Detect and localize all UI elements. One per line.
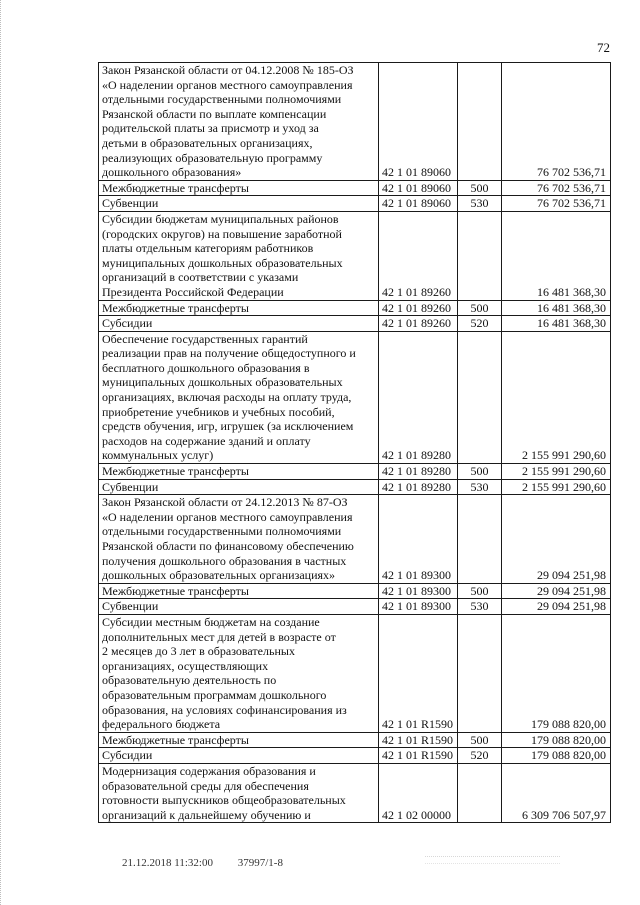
row-amount: 16 481 368,30 bbox=[502, 316, 611, 332]
row-expense-type bbox=[458, 495, 502, 584]
row-expense-type bbox=[458, 763, 502, 822]
row-expense-type bbox=[458, 331, 502, 463]
faint-footer-mark bbox=[425, 856, 560, 864]
row-expense-type bbox=[458, 614, 502, 732]
footer-timestamp: 21.12.2018 11:32:00 bbox=[122, 857, 213, 869]
row-expense-type: 520 bbox=[458, 316, 502, 332]
page-number: 72 bbox=[597, 40, 610, 55]
footer bbox=[122, 857, 305, 869]
row-expense-type: 500 bbox=[458, 732, 502, 748]
row-code: 42 1 01 89060 bbox=[379, 196, 458, 212]
row-code: 42 1 01 89300 bbox=[379, 495, 458, 584]
table-row bbox=[99, 316, 611, 332]
row-amount: 16 481 368,30 bbox=[502, 300, 611, 316]
row-name: Закон Рязанской области от 04.12.2008 № 185-ОЗ «О наделении органов местного самоуправления отдельными государственными полномочиями Рязанской области по выплате компенсации родительской платы за присмотр и уход за детьми в образовательных организациях, реализующих образовательную программу дошкольного образования» bbox=[99, 63, 379, 181]
table-row bbox=[99, 300, 611, 316]
table-row bbox=[99, 732, 611, 748]
budget-table-body bbox=[99, 63, 611, 823]
row-name: Межбюджетные трансферты bbox=[99, 464, 379, 480]
table-row bbox=[99, 748, 611, 764]
row-amount: 76 702 536,71 bbox=[502, 63, 611, 181]
budget-table bbox=[98, 62, 611, 823]
row-name: Субсидии бюджетам муниципальных районов (городских округов) на повышение заработной платы отдельным категориям работников муниципальных дошкольных образовательных организаций в соответствии с указами Президента Российской Федерации bbox=[99, 211, 379, 300]
row-code: 42 1 02 00000 bbox=[379, 763, 458, 822]
row-name: Обеспечение государственных гарантий реализации прав на получение общедоступного и бесплатного дошкольного образования в муниципальных дошкольных образовательных организациях, включая расходы на оплату труда, приобретение учебников и учебных пособий, средств обучения, игр, игрушек (за исключением расходов на содержание зданий и оплату коммунальных услуг) bbox=[99, 331, 379, 463]
row-code: 42 1 01 R1590 bbox=[379, 748, 458, 764]
row-code: 42 1 01 89060 bbox=[379, 63, 458, 181]
row-amount: 179 088 820,00 bbox=[502, 732, 611, 748]
row-code: 42 1 01 89060 bbox=[379, 180, 458, 196]
row-code: 42 1 01 89300 bbox=[379, 583, 458, 599]
row-amount: 2 155 991 290,60 bbox=[502, 464, 611, 480]
row-name: Субсидии bbox=[99, 748, 379, 764]
row-amount: 2 155 991 290,60 bbox=[502, 331, 611, 463]
row-amount: 16 481 368,30 bbox=[502, 211, 611, 300]
table-row bbox=[99, 63, 611, 181]
table-row bbox=[99, 464, 611, 480]
row-name: Субвенции bbox=[99, 479, 379, 495]
row-amount: 6 309 706 507,97 bbox=[502, 763, 611, 822]
table-row bbox=[99, 495, 611, 584]
row-name: Закон Рязанской области от 24.12.2013 № 87-ОЗ «О наделении органов местного самоуправления отдельными государственными полномочиями Рязанской области по финансовому обеспечению получения дошкольного образования в частных дошкольных образовательных организациях» bbox=[99, 495, 379, 584]
row-code: 42 1 01 R1590 bbox=[379, 732, 458, 748]
row-expense-type bbox=[458, 63, 502, 181]
row-expense-type: 520 bbox=[458, 748, 502, 764]
row-amount: 29 094 251,98 bbox=[502, 599, 611, 615]
row-amount: 179 088 820,00 bbox=[502, 748, 611, 764]
table-row bbox=[99, 331, 611, 463]
row-name: Межбюджетные трансферты bbox=[99, 732, 379, 748]
row-code: 42 1 01 89280 bbox=[379, 464, 458, 480]
table-row bbox=[99, 211, 611, 300]
row-expense-type bbox=[458, 211, 502, 300]
row-name: Межбюджетные трансферты bbox=[99, 583, 379, 599]
scan-edge bbox=[0, 0, 6, 905]
table-row bbox=[99, 180, 611, 196]
row-code: 42 1 01 89280 bbox=[379, 331, 458, 463]
row-name: Субвенции bbox=[99, 599, 379, 615]
row-code: 42 1 01 89260 bbox=[379, 316, 458, 332]
row-name: Субвенции bbox=[99, 196, 379, 212]
row-code: 42 1 01 R1590 bbox=[379, 614, 458, 732]
table-row bbox=[99, 583, 611, 599]
table-row bbox=[99, 196, 611, 212]
row-amount: 29 094 251,98 bbox=[502, 495, 611, 584]
table-row bbox=[99, 599, 611, 615]
row-code: 42 1 01 89300 bbox=[379, 599, 458, 615]
row-expense-type: 500 bbox=[458, 180, 502, 196]
table-row bbox=[99, 614, 611, 732]
row-amount: 179 088 820,00 bbox=[502, 614, 611, 732]
row-expense-type: 500 bbox=[458, 583, 502, 599]
row-code: 42 1 01 89260 bbox=[379, 211, 458, 300]
table-row bbox=[99, 763, 611, 822]
row-name: Модернизация содержания образования и образовательной среды для обеспечения готовности выпускников общеобразовательных организаций к дальнейшему обучению и bbox=[99, 763, 379, 822]
row-expense-type: 530 bbox=[458, 599, 502, 615]
row-name: Субсидии bbox=[99, 316, 379, 332]
row-expense-type: 530 bbox=[458, 196, 502, 212]
row-expense-type: 530 bbox=[458, 479, 502, 495]
row-code: 42 1 01 89260 bbox=[379, 300, 458, 316]
row-amount: 2 155 991 290,60 bbox=[502, 479, 611, 495]
row-name: Межбюджетные трансферты bbox=[99, 300, 379, 316]
row-expense-type: 500 bbox=[458, 300, 502, 316]
row-code: 42 1 01 89280 bbox=[379, 479, 458, 495]
table-row bbox=[99, 479, 611, 495]
footer-doc-id: 37997/1-8 bbox=[237, 857, 283, 869]
row-name: Межбюджетные трансферты bbox=[99, 180, 379, 196]
row-amount: 76 702 536,71 bbox=[502, 180, 611, 196]
row-expense-type: 500 bbox=[458, 464, 502, 480]
row-amount: 76 702 536,71 bbox=[502, 196, 611, 212]
row-name: Субсидии местным бюджетам на создание дополнительных мест для детей в возрасте от 2 месяцев до 3 лет в образовательных организациях, осуществляющих образовательную деятельность по образовательным программам дошкольного образования, на условиях софинансирования из федерального бюджета bbox=[99, 614, 379, 732]
row-amount: 29 094 251,98 bbox=[502, 583, 611, 599]
